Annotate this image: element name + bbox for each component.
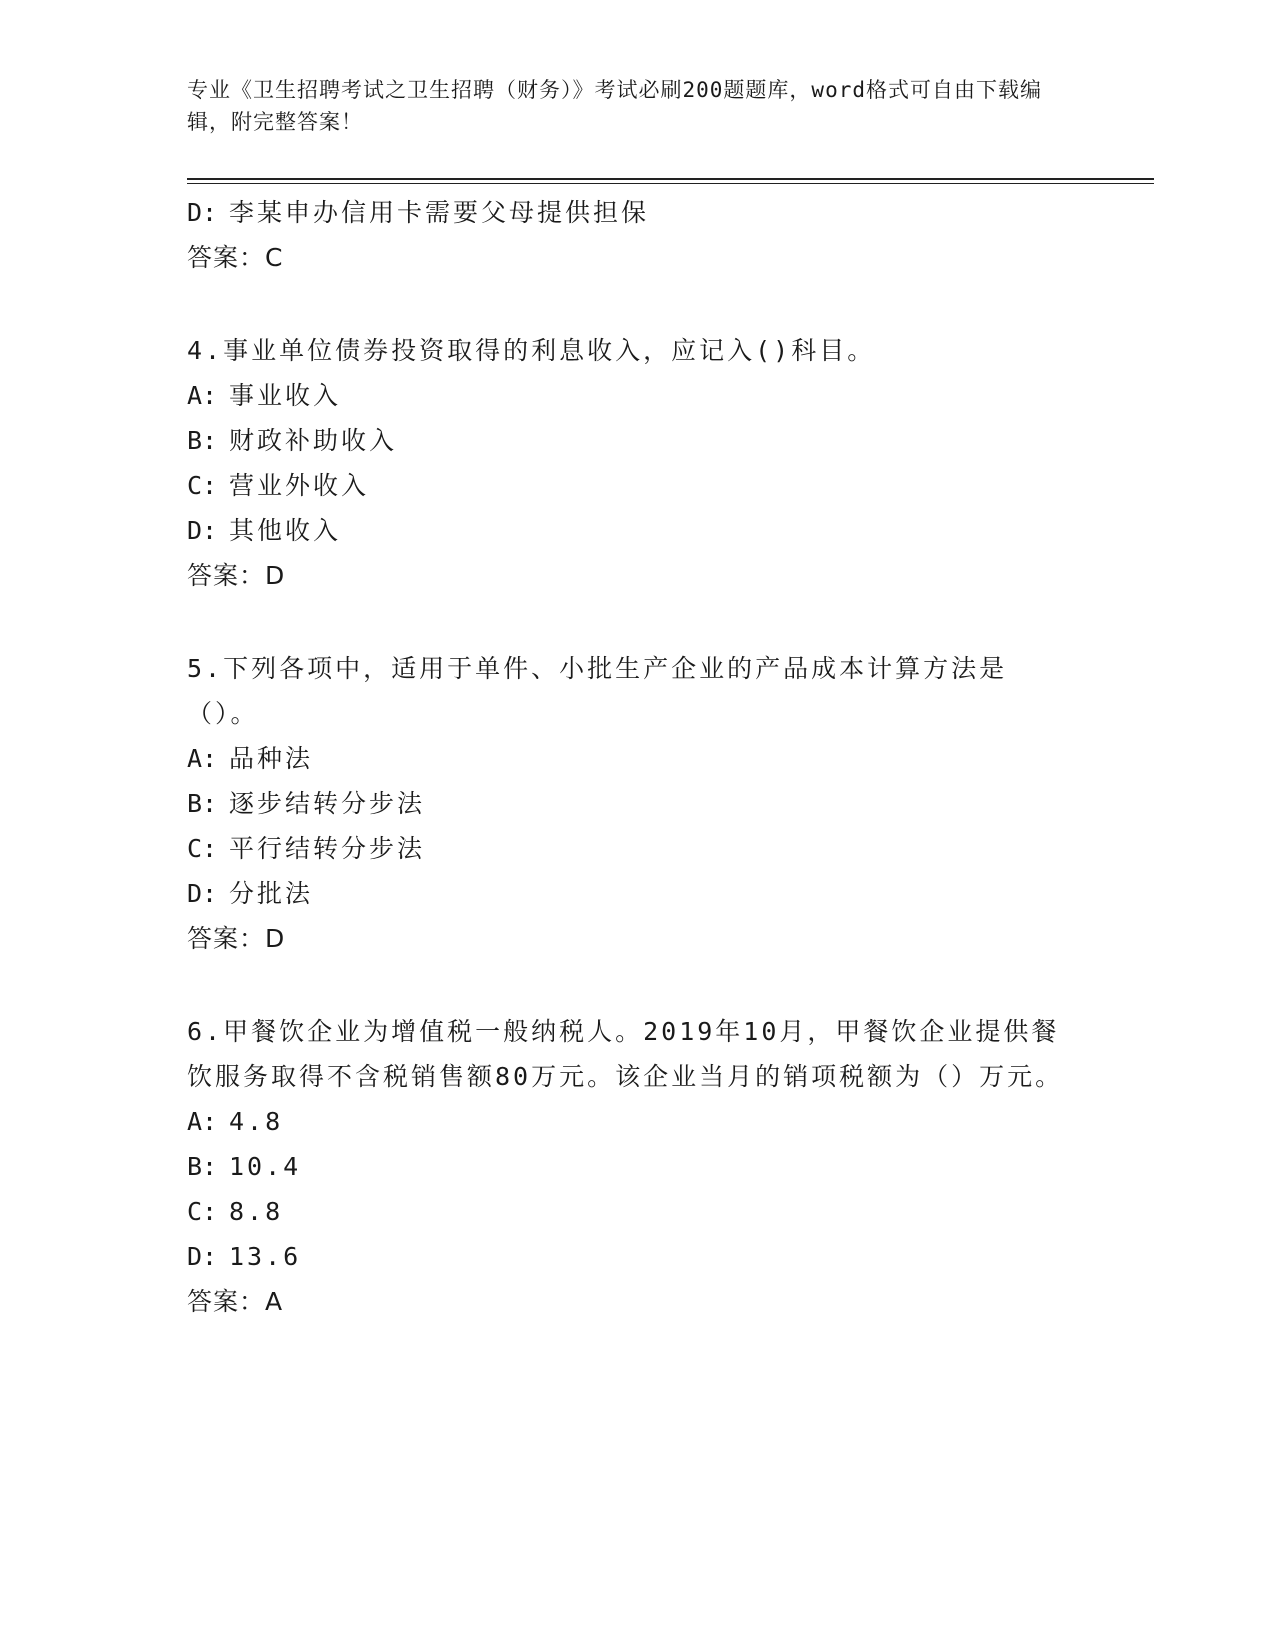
q5-option-b [187,781,1087,826]
q4-option-c [187,463,1087,508]
q6-option-b [187,1144,1087,1189]
q4-stem: 4.事业单位债券投资取得的利息收入，应记入()科目。 [187,336,876,365]
option-text: 品种法 [229,744,314,773]
header-text: 专业《卫生招聘考试之卫生招聘（财务）》考试必刷200题题库，word格式可自由下载编辑，附完整答案！ [187,78,1042,134]
option-text: 财政补助收入 [229,426,398,455]
option-text: 其他收入 [229,516,342,545]
option-label: C: [187,1197,218,1226]
question-gap [187,598,1087,646]
q6-option-d [187,1234,1087,1279]
option-label: B: [187,1152,218,1181]
q3-answer: 答案：C [187,243,284,272]
option-text: 事业收入 [229,381,342,410]
q4-option-b [187,418,1087,463]
q6-option-a [187,1099,1087,1144]
option-label: D: [187,1242,218,1271]
option-label: A: [187,1107,218,1136]
option-label: B: [187,426,218,455]
option-text: 逐步结转分步法 [229,789,426,818]
question-list [187,190,1087,1324]
option-text: 10.4 [229,1152,302,1181]
option-text: 13.6 [229,1242,302,1271]
option-text: 4.8 [229,1107,284,1136]
q6-stem: 6.甲餐饮企业为增值税一般纳税人。2019年10月，甲餐饮企业提供餐饮服务取得不含税销售额80万元。该企业当月的销项税额为（）万元。 [187,1017,1064,1091]
q6-answer: 答案：A [187,1287,284,1316]
option-label: A: [187,744,218,773]
q5-option-a [187,736,1087,781]
option-label: C: [187,471,218,500]
q5-stem: 5.下列各项中，适用于单件、小批生产企业的产品成本计算方法是（）。 [187,654,1008,728]
question-gap [187,961,1087,1009]
q4-option-d [187,508,1087,553]
document-header [187,74,1067,138]
q5-option-c [187,826,1087,871]
option-text: 8.8 [229,1197,284,1226]
option-label: C: [187,834,218,863]
option-label: A: [187,381,218,410]
option-label: D: [187,879,218,908]
option-label: D: [187,516,218,545]
option-text: 李某申办信用卡需要父母提供担保 [229,198,650,227]
q5-option-d [187,871,1087,916]
question-gap [187,280,1087,328]
option-text: 营业外收入 [229,471,370,500]
q4-option-a [187,373,1087,418]
header-rule-thin [187,183,1154,184]
q5-answer: 答案：D [187,924,286,953]
option-label: D: [187,198,218,227]
header-rule-thick [187,178,1154,180]
option-label: B: [187,789,218,818]
q4-answer: 答案：D [187,561,286,590]
q6-option-c [187,1189,1087,1234]
q3-option-d [187,190,1087,235]
option-text: 分批法 [229,879,314,908]
option-text: 平行结转分步法 [229,834,426,863]
